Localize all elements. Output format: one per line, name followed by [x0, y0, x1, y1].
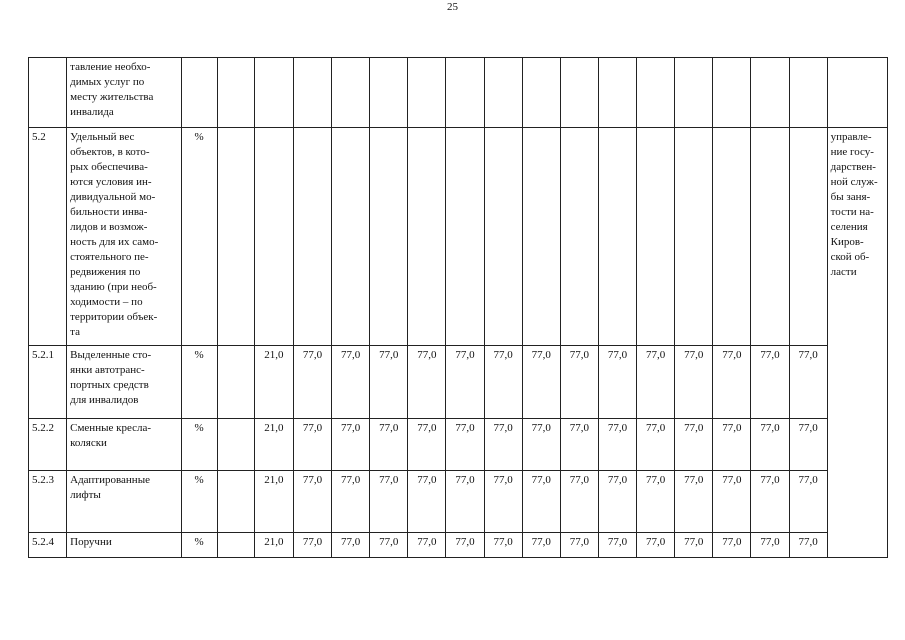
value-cell — [751, 58, 789, 128]
value-cell — [332, 58, 370, 128]
name-line: стоятельного пе- — [70, 251, 149, 263]
value-cell: 77,0 — [675, 419, 713, 471]
value-cell: 77,0 — [446, 346, 484, 419]
name-line: месту жительства — [70, 91, 154, 103]
name-line: инвалида — [70, 106, 114, 118]
value-cell — [637, 128, 675, 346]
unit-cell: % — [181, 533, 217, 558]
value-cell — [560, 58, 598, 128]
table-row-5-2-4 — [29, 533, 888, 558]
name-line: ходимости – по — [70, 296, 143, 308]
responsible-line: ской об- — [830, 251, 870, 263]
value-cell: 77,0 — [751, 346, 789, 419]
value-cell — [598, 58, 636, 128]
code-cell: 5.2.3 — [29, 471, 67, 533]
value-cell — [217, 471, 254, 533]
value-cell: 77,0 — [522, 471, 560, 533]
unit-cell: % — [181, 419, 217, 471]
value-cell: 77,0 — [560, 533, 598, 558]
value-cell — [789, 58, 827, 128]
value-cell: 77,0 — [370, 471, 408, 533]
name-line: лифты — [70, 489, 101, 501]
value-cell — [560, 128, 598, 346]
value-cell: 77,0 — [484, 419, 522, 471]
name-line: редвижения по — [70, 266, 141, 278]
value-cell — [293, 128, 331, 346]
name-line: ность для их само- — [70, 236, 159, 248]
name-line: дивидуальной мо- — [70, 191, 156, 203]
value-cell — [408, 58, 446, 128]
value-cell — [254, 58, 293, 128]
table-row-5-2 — [29, 128, 888, 346]
name-line: ются условия ин- — [70, 176, 152, 188]
indicator-name-cell — [67, 471, 181, 533]
value-cell: 77,0 — [332, 471, 370, 533]
name-line: объектов, в кото- — [70, 146, 150, 158]
value-cell: 77,0 — [560, 346, 598, 419]
value-cell — [254, 128, 293, 346]
value-cell: 77,0 — [675, 471, 713, 533]
unit-cell: % — [181, 346, 217, 419]
value-cell: 77,0 — [751, 471, 789, 533]
name-line: тавление необхо- — [70, 61, 151, 73]
indicators-table — [28, 57, 888, 558]
value-cell — [484, 128, 522, 346]
name-line: рых обеспечива- — [70, 161, 148, 173]
value-cell: 77,0 — [408, 346, 446, 419]
value-cell: 77,0 — [789, 346, 827, 419]
value-cell — [598, 128, 636, 346]
value-cell: 77,0 — [751, 419, 789, 471]
value-cell: 77,0 — [446, 533, 484, 558]
value-cell — [408, 128, 446, 346]
value-cell: 77,0 — [370, 419, 408, 471]
value-cell: 77,0 — [332, 346, 370, 419]
table-row-5-2-3 — [29, 471, 888, 533]
value-cell: 77,0 — [637, 346, 675, 419]
value-cell: 21,0 — [254, 533, 293, 558]
responsible-cell — [827, 58, 887, 128]
value-cell: 77,0 — [484, 346, 522, 419]
value-cell — [751, 128, 789, 346]
name-line: димых услуг по — [70, 76, 145, 88]
value-cell: 77,0 — [713, 533, 751, 558]
responsible-line: дарствен- — [830, 161, 876, 173]
value-cell — [217, 128, 254, 346]
value-cell: 77,0 — [408, 533, 446, 558]
name-line: Сменные кресла- — [70, 422, 152, 434]
value-cell: 77,0 — [484, 471, 522, 533]
value-cell: 77,0 — [293, 533, 331, 558]
value-cell: 77,0 — [637, 471, 675, 533]
name-line: лидов и возмож- — [70, 221, 148, 233]
responsible-line: управле- — [830, 131, 872, 143]
name-line: территории объек- — [70, 311, 158, 323]
responsible-line: тости на- — [830, 206, 874, 218]
value-cell: 21,0 — [254, 471, 293, 533]
value-cell: 21,0 — [254, 346, 293, 419]
value-cell: 77,0 — [522, 346, 560, 419]
indicator-name-cell — [67, 346, 181, 419]
value-cell: 21,0 — [254, 419, 293, 471]
unit-cell: % — [181, 471, 217, 533]
value-cell — [446, 128, 484, 346]
value-cell: 77,0 — [598, 533, 636, 558]
name-line: бильности инва- — [70, 206, 148, 218]
value-cell: 77,0 — [370, 346, 408, 419]
value-cell: 77,0 — [598, 419, 636, 471]
unit-cell — [181, 58, 217, 128]
value-cell: 77,0 — [675, 346, 713, 419]
value-cell: 77,0 — [408, 471, 446, 533]
value-cell — [484, 58, 522, 128]
table-row-5-2-2 — [29, 419, 888, 471]
value-cell: 77,0 — [675, 533, 713, 558]
responsible-line: Киров- — [830, 236, 864, 248]
indicator-name-cell — [67, 128, 181, 346]
code-cell: 5.2 — [29, 128, 67, 346]
name-line: янки автотранс- — [70, 364, 145, 376]
responsible-cell — [827, 533, 887, 558]
value-cell — [713, 58, 751, 128]
value-cell: 77,0 — [370, 533, 408, 558]
indicator-name-cell — [67, 58, 181, 128]
value-cell — [217, 58, 254, 128]
indicator-name-cell — [67, 533, 181, 558]
value-cell — [370, 128, 408, 346]
value-cell — [217, 533, 254, 558]
value-cell — [675, 128, 713, 346]
value-cell: 77,0 — [751, 533, 789, 558]
value-cell: 77,0 — [560, 419, 598, 471]
code-cell: 5.2.1 — [29, 346, 67, 419]
value-cell — [446, 58, 484, 128]
name-line: Поручни — [70, 536, 112, 548]
value-cell: 77,0 — [332, 533, 370, 558]
name-line: коляски — [70, 437, 107, 449]
code-cell: 5.2.4 — [29, 533, 67, 558]
value-cell: 77,0 — [408, 419, 446, 471]
value-cell — [522, 58, 560, 128]
value-cell: 77,0 — [789, 533, 827, 558]
value-cell — [637, 58, 675, 128]
table-row-5-2-1 — [29, 346, 888, 419]
value-cell — [675, 58, 713, 128]
code-cell: 5.2.2 — [29, 419, 67, 471]
name-line: Выделенные сто- — [70, 349, 152, 361]
responsible-cell — [827, 471, 887, 533]
responsible-cell — [827, 128, 887, 346]
value-cell: 77,0 — [332, 419, 370, 471]
value-cell: 77,0 — [598, 346, 636, 419]
name-line: Адаптированные — [70, 474, 150, 486]
value-cell — [370, 58, 408, 128]
code-cell — [29, 58, 67, 128]
value-cell: 77,0 — [713, 346, 751, 419]
value-cell: 77,0 — [713, 419, 751, 471]
responsible-cell — [827, 419, 887, 471]
value-cell: 77,0 — [293, 419, 331, 471]
value-cell: 77,0 — [789, 419, 827, 471]
value-cell — [789, 128, 827, 346]
value-cell: 77,0 — [446, 471, 484, 533]
indicator-name-cell — [67, 419, 181, 471]
value-cell: 77,0 — [637, 419, 675, 471]
responsible-line: ной служ- — [830, 176, 878, 188]
unit-cell: % — [181, 128, 217, 346]
name-line: для инвалидов — [70, 394, 139, 406]
value-cell: 77,0 — [598, 471, 636, 533]
name-line: зданию (при необ- — [70, 281, 157, 293]
name-line: Удельный вес — [70, 131, 135, 143]
responsible-cell — [827, 346, 887, 419]
responsible-line: бы заня- — [830, 191, 871, 203]
value-cell — [293, 58, 331, 128]
value-cell: 77,0 — [446, 419, 484, 471]
page-number: 25 — [447, 1, 458, 13]
value-cell: 77,0 — [293, 471, 331, 533]
value-cell — [217, 346, 254, 419]
responsible-line: ласти — [830, 266, 857, 278]
value-cell: 77,0 — [789, 471, 827, 533]
value-cell: 77,0 — [484, 533, 522, 558]
value-cell: 77,0 — [560, 471, 598, 533]
value-cell: 77,0 — [522, 533, 560, 558]
value-cell — [332, 128, 370, 346]
value-cell: 77,0 — [293, 346, 331, 419]
responsible-line: ние госу- — [830, 146, 874, 158]
value-cell — [522, 128, 560, 346]
value-cell: 77,0 — [637, 533, 675, 558]
responsible-line: селения — [830, 221, 868, 233]
table-row-continuation — [29, 58, 888, 128]
value-cell: 77,0 — [522, 419, 560, 471]
name-line: та — [70, 326, 80, 338]
value-cell — [217, 419, 254, 471]
name-line: портных средств — [70, 379, 149, 391]
value-cell — [713, 128, 751, 346]
value-cell: 77,0 — [713, 471, 751, 533]
